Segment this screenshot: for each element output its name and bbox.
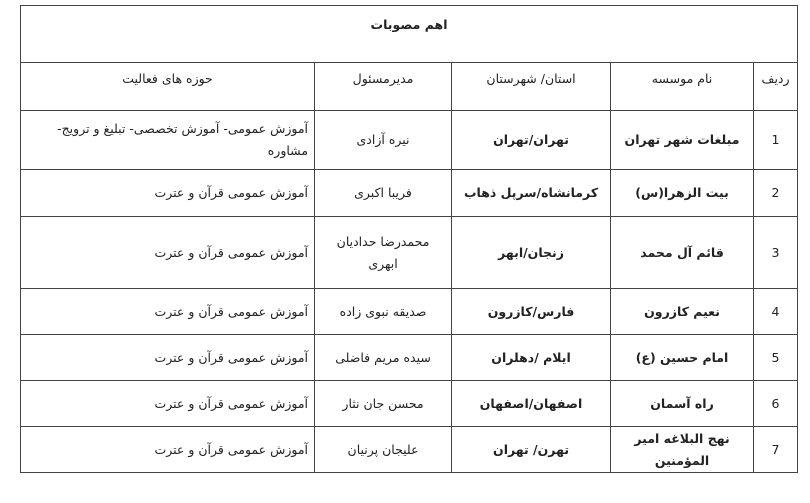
institute-name: راه آسمان <box>611 381 754 427</box>
province-city: فارس/کازرون <box>452 289 611 335</box>
header-name: نام موسسه <box>611 63 754 111</box>
row-num: 5 <box>754 335 798 381</box>
institute-name: قائم آل محمد <box>611 217 754 289</box>
activity-field: آموزش عمومی قرآن و عترت <box>21 427 315 473</box>
header-field: حوزه های فعالیت <box>21 63 315 111</box>
header-row <box>21 63 798 111</box>
header-province: استان/ شهرستان <box>452 63 611 111</box>
institute-name: بیت الزهرا(س) <box>611 170 754 217</box>
row-num: 6 <box>754 381 798 427</box>
row-num: 2 <box>754 170 798 217</box>
activity-field: آموزش عمومی- آموزش تخصصی- تبلیغ و ترویج- مشاوره <box>21 111 315 170</box>
approvals-table <box>20 5 798 473</box>
row-num: 1 <box>754 111 798 170</box>
activity-field: آموزش عمومی قرآن و عترت <box>21 335 315 381</box>
province-city: زنجان/ابهر <box>452 217 611 289</box>
row-num: 7 <box>754 427 798 473</box>
manager-name: صدیقه نبوی زاده <box>315 289 452 335</box>
header-num: ردیف <box>754 63 798 111</box>
activity-field: آموزش عمومی قرآن و عترت <box>21 170 315 217</box>
row-num: 3 <box>754 217 798 289</box>
institute-name: امام حسین (ع) <box>611 335 754 381</box>
institute-name: مبلغات شهر تهران <box>611 111 754 170</box>
manager-name: علیجان پرنیان <box>315 427 452 473</box>
province-city: تهرن/ تهران <box>452 427 611 473</box>
institute-name: نهج البلاغه امیر المؤمنین <box>611 427 754 473</box>
table-row <box>21 217 798 289</box>
header-manager: مدیرمسئول <box>315 63 452 111</box>
manager-name: سیده مریم فاضلی <box>315 335 452 381</box>
manager-name: نیره آزادی <box>315 111 452 170</box>
manager-name: فریبا اکبری <box>315 170 452 217</box>
activity-field: آموزش عمومی قرآن و عترت <box>21 289 315 335</box>
table-title: اهم مصوبات <box>21 6 798 63</box>
table-row <box>21 335 798 381</box>
manager-name: محسن جان نثار <box>315 381 452 427</box>
table-row <box>21 381 798 427</box>
activity-field: آموزش عمومی قرآن و عترت <box>21 381 315 427</box>
province-city: ایلام /دهلران <box>452 335 611 381</box>
province-city: کرمانشاه/سرپل ذهاب <box>452 170 611 217</box>
institute-name: نعیم کازرون <box>611 289 754 335</box>
table-row <box>21 427 798 473</box>
province-city: تهران/تهران <box>452 111 611 170</box>
province-city: اصفهان/اصفهان <box>452 381 611 427</box>
table-row <box>21 170 798 217</box>
title-row <box>21 6 798 63</box>
table-row <box>21 111 798 170</box>
manager-name: محمدرضا حدادیان ابهری <box>315 217 452 289</box>
table-row <box>21 289 798 335</box>
row-num: 4 <box>754 289 798 335</box>
activity-field: آموزش عمومی قرآن و عترت <box>21 217 315 289</box>
